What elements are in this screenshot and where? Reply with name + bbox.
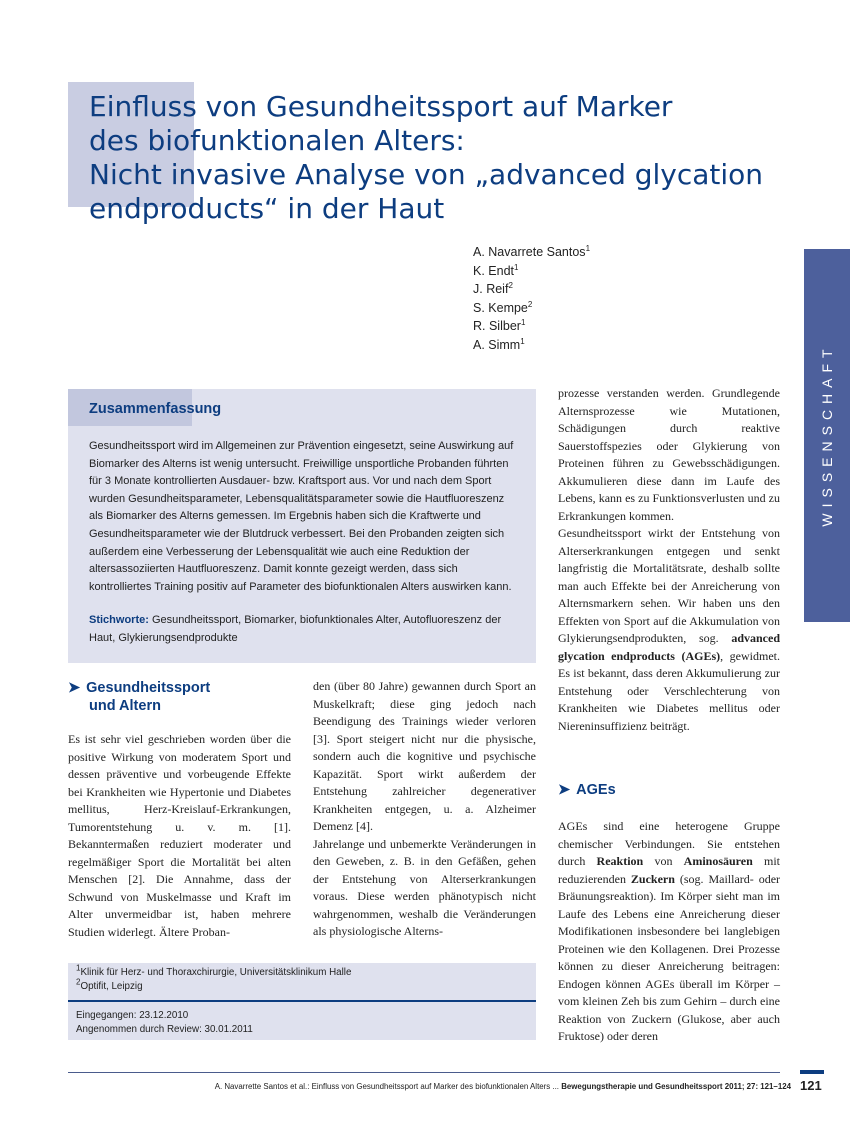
author-name: A. Simm bbox=[473, 337, 521, 352]
affiliation-text: Klinik für Herz- und Thoraxchirurgie, Universitätsklinikum Halle bbox=[80, 967, 352, 978]
body-column-2 bbox=[313, 678, 536, 941]
keywords bbox=[89, 612, 519, 647]
author-name: K. Endt bbox=[473, 263, 514, 278]
keywords-text: Gesundheitssport, Biomarker, biofunktionales Alter, Autofluoreszenz der Haut, Glykierungsendprodukte bbox=[89, 614, 502, 644]
page-number-accent bbox=[800, 1070, 824, 1074]
page-number: 121 bbox=[800, 1078, 822, 1093]
author-name: R. Silber bbox=[473, 319, 521, 334]
title-line: Nicht invasive Analyse von „advanced glycation bbox=[89, 158, 764, 191]
author-affiliation: 1 bbox=[514, 262, 519, 272]
text-run: mit reduzierenden bbox=[558, 854, 781, 886]
body-column-3 bbox=[558, 385, 780, 735]
bold-term: Reaktion bbox=[596, 854, 644, 868]
received-date: Eingegangen: 23.12.2010 bbox=[76, 1010, 189, 1021]
affiliation bbox=[76, 963, 352, 980]
article-title bbox=[89, 90, 789, 226]
arrow-right-icon: ➤ bbox=[558, 782, 571, 798]
section-heading-line: Gesundheitssport bbox=[86, 680, 211, 696]
citation-text: A. Navarrette Santos et al.: Einfluss von Gesundheitssport auf Marker des biofunktionalen Alters ... bbox=[214, 1082, 559, 1091]
text-run: AGEs sind eine heterogene Gruppe chemischer Verbindungen. Sie entstehen durch bbox=[558, 819, 780, 868]
affiliation-text: Optifit, Leipzig bbox=[80, 981, 143, 992]
article-dates bbox=[76, 1009, 253, 1037]
footer-rule bbox=[68, 1072, 780, 1073]
section-heading-gesundheitssport bbox=[68, 679, 288, 715]
author-affiliation: 1 bbox=[520, 336, 525, 346]
summary-text: Gesundheitssport wird im Allgemeinen zur Prävention eingesetzt, seine Auswirkung auf Biomarker des Alterns ist wenig untersucht. Freiwillige unsportliche Probanden führten für 3 Monate kontrollierten Ausdauer- bzw. Kraftsport aus. Vor und nach dem Sport wurden Gesundheitsparameter, Lebensqualitätsparameter sowie die Hautfluoreszenz als Biomarker des Alterns gemessen. Im Ergebnis haben sich die Kraftwerte und Gesundheitsparameter wie der Blutdruck verbessert. Bei den Probanden zeigten sich außerdem eine Verbesserung der Lebensqualität wie auch eine Reduktion der altersassoziierten Hautfluoreszenz. Damit konnte gezeigt werden, dass sich kontrolliertes Training positiv auf Parameter des biofunktionalen Alters auswirken kann. bbox=[89, 440, 514, 593]
author bbox=[473, 317, 590, 336]
paragraph: prozesse verstanden werden. Grundlegende Alternsprozesse wie Mutationen, Schädigungen durch reaktive Sauerstoffspezies oder Glykierung von Proteinen führen zu Gewebsschädigungen. Akkumulieren diese dann im Laufe des Lebens, kann es zu Funktionsverlusten und zu Erkrankungen kommen. bbox=[558, 386, 780, 523]
arrow-right-icon: ➤ bbox=[68, 680, 81, 696]
author bbox=[473, 280, 590, 299]
accepted-date: Angenommen durch Review: 30.01.2011 bbox=[76, 1024, 253, 1035]
text-run: Gesundheitssport wirkt der Entstehung von Alterserkrankungen entgegen und senkt langfristig die Mortalitätsrate, deshalb sollte man auch Effekte bei der Anreicherung von Alternsmarkern sehen. Wir haben uns den Effekten von Sport auf die Akkumulation von Glykierungsendprodukten, sog. bbox=[558, 526, 780, 645]
author-affiliation: 1 bbox=[520, 318, 526, 328]
author bbox=[473, 243, 590, 262]
affiliations bbox=[76, 963, 352, 994]
author bbox=[473, 262, 590, 281]
author-affiliation: 2 bbox=[508, 281, 513, 291]
bold-term: advanced glycation endproducts (AGEs) bbox=[558, 631, 781, 663]
affiliation-number: 2 bbox=[76, 977, 81, 987]
author-affiliation: 1 bbox=[585, 243, 591, 253]
author-list bbox=[473, 243, 590, 355]
summary-heading: Zusammenfassung bbox=[89, 401, 222, 417]
journal-reference: Bewegungstherapie und Gesundheitssport 2011; 27: 121–124 bbox=[561, 1082, 791, 1091]
author-name: J. Reif bbox=[473, 282, 509, 297]
affiliation-number: 1 bbox=[76, 963, 81, 973]
text-run: , gewidmet. Es ist bekannt, dass deren Akkumulierung zur Entstehung oder Verschlechterung von Krankheiten wie Diabetes mellitus oder Niereninsuffizienz beiträgt. bbox=[558, 648, 780, 733]
keywords-label: Stichworte: bbox=[89, 614, 149, 626]
bold-term: Aminosäuren bbox=[683, 854, 753, 868]
affiliation bbox=[76, 977, 351, 994]
section-heading-ages bbox=[558, 781, 778, 799]
title-line: Einfluss von Gesundheitssport auf Marker bbox=[89, 90, 673, 123]
section-heading-line: AGEs bbox=[576, 782, 616, 798]
body-column-3-ages bbox=[558, 818, 780, 1046]
bold-term: Zuckern bbox=[630, 871, 675, 886]
author bbox=[473, 336, 590, 355]
author-name: S. Kempe bbox=[473, 300, 528, 315]
title-line: endproducts“ in der Haut bbox=[89, 192, 445, 225]
paragraph: Jahrelange und unbemerkte Veränderungen in den Geweben, z. B. in den Gefäßen, gehen der Entstehung von Alterserkrankungen voraus. Diese werden phänotypisch nicht wahrgenommen, weshalb die Veränderungen als physiologische Alterns- bbox=[313, 836, 536, 938]
title-line: des biofunktionalen Alters: bbox=[89, 124, 465, 157]
body-column-1: Es ist sehr viel geschrieben worden über die positive Wirkung von moderatem Sport und dessen präventive und vorbeugende Effekte bei Krankheiten wie Hypertonie und Diabetes mellitus, Herz-Kreislauf-Erkrankungen, Tumorentstehung u. v. m. [1]. Bekanntermaßen reduziert moderater und regelmäßiger Sport die Mortalität bei alten Menschen [2]. Die Annahme, dass der Schwund von Muskelmasse und Kraft im Alter unvermeidbar ist, haben mehrere Studien widerlegt. Ältere Proban- bbox=[68, 732, 291, 939]
author-affiliation: 2 bbox=[527, 299, 533, 309]
text-run: (sog. Maillard- oder Bräunungsreaktion). Im Körper sieht man im Laufe des Lebens eine Anreicherung dieser Modifikationen insbesondere bei langlebigen Proteinen wie den Kollagenen. Drei Prozesse können zu dieser Anreicherung beitragen: Endogen können AGEs überall im Körper – vom kleinen Zeh bis zum Gehirn – durch eine Reaktion von Zuckern (Glukose, aber auch Fruktose) oder deren bbox=[558, 871, 781, 1043]
author bbox=[473, 299, 590, 318]
section-heading-line: und Altern bbox=[89, 698, 161, 714]
author-name: A. Navarrete Santos bbox=[473, 245, 586, 259]
footer-citation bbox=[68, 1082, 791, 1091]
paragraph: den (über 80 Jahre) gewannen durch Sport an Muskelkraft; diese ging jedoch nach Beendigung des Trainings wieder verloren [3]. Sport steigert nicht nur die physische, sondern auch die kognitive und psychische Kapazität. Sport wirkt außerdem der Entstehung zahlreicher degenerativer Krankheiten entgegen, u. a. Alzheimer Demenz [4]. bbox=[313, 679, 536, 833]
paragraph bbox=[558, 525, 780, 735]
text-run: von bbox=[654, 854, 673, 868]
section-side-label: WISSENSCHAFT bbox=[819, 343, 835, 527]
